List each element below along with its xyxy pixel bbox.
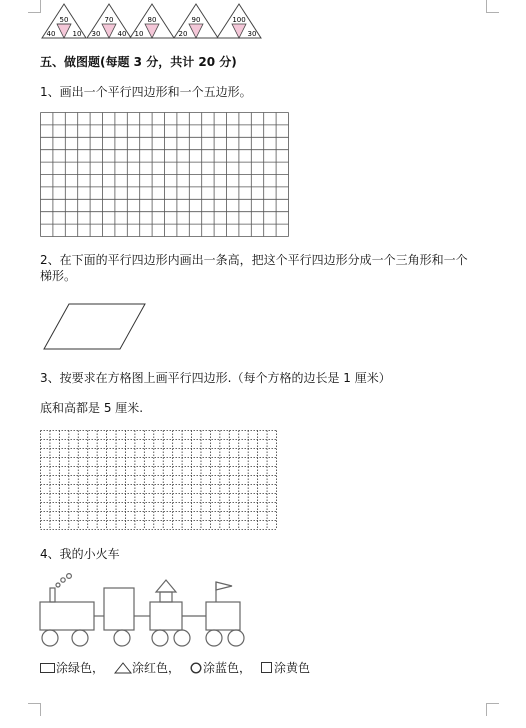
- triangle-right-number: 30: [247, 30, 257, 38]
- legend-label-red: 涂红色，: [132, 661, 181, 675]
- question-1-text: 1、画出一个平行四边形和一个五边形。: [40, 85, 252, 99]
- number-triangle-4: [174, 4, 218, 38]
- triangle-top-number: 70: [104, 16, 114, 24]
- wheel-circle: [152, 630, 168, 646]
- question-4-text: 4、我的小火车: [40, 547, 120, 561]
- question-2-text-line-2: 梯形。: [40, 269, 77, 283]
- drawing-grid-dotted[interactable]: [40, 430, 278, 530]
- triangle-right-number: 40: [117, 30, 127, 38]
- question-2-text-line-1: 2、在下面的平行四边形内画出一条高，把这个平行四边形分成一个三角形和一个: [40, 253, 468, 267]
- flag-triangle: [216, 582, 232, 590]
- number-triangle-5: [217, 4, 261, 38]
- engine-rectangle: [40, 602, 94, 630]
- number-triangles: [0, 0, 526, 40]
- wheel-circle: [174, 630, 190, 646]
- number-triangle-3: [130, 4, 174, 38]
- wheel-circle: [72, 630, 88, 646]
- number-triangle-2: [87, 4, 131, 38]
- triangle-left-number: 30: [91, 30, 101, 38]
- triangle-left-number: 40: [46, 30, 56, 38]
- legend-label-green: 涂绿色，: [56, 661, 105, 675]
- crop-mark-bottom-right: [486, 703, 499, 716]
- car-2-rectangle: [150, 602, 182, 630]
- rectangle-icon: [40, 662, 56, 674]
- chimney-rectangle: [50, 588, 55, 602]
- smoke-puff-circle: [61, 578, 65, 582]
- triangle-top-number: 80: [147, 16, 157, 24]
- square-icon: [261, 662, 274, 674]
- triangle-left-number: 20: [178, 30, 188, 38]
- number-triangle-1: [42, 4, 86, 38]
- triangle-top-number: 90: [191, 16, 201, 24]
- crop-mark-bottom-left: [28, 703, 41, 716]
- section-heading: 五、做图题(每题 3 分，共计 20 分): [40, 55, 237, 69]
- parallelogram-figure[interactable]: [44, 302, 154, 352]
- car-2-roof-triangle: [156, 580, 176, 592]
- smoke-puff-circle: [67, 574, 72, 579]
- wheel-circle: [228, 630, 244, 646]
- train-figure[interactable]: [36, 572, 246, 652]
- smoke-puff-circle: [56, 583, 60, 587]
- car-1-rectangle: [104, 588, 134, 630]
- wheel-circle: [42, 630, 58, 646]
- triangle-left-number: 10: [134, 30, 144, 38]
- triangle-top-number: 50: [59, 16, 69, 24]
- question-3-subtext: 底和高都是 5 厘米.: [40, 401, 144, 415]
- triangle-top-number: 100: [232, 16, 246, 24]
- legend-label-yellow: 涂黄色: [274, 661, 311, 675]
- drawing-grid-solid[interactable]: [40, 112, 290, 238]
- car-3-rectangle: [206, 602, 240, 630]
- circle-icon: [190, 662, 203, 674]
- legend-label-blue: 涂蓝色，: [203, 661, 252, 675]
- question-3-text: 3、按要求在方格图上画平行四边形.（每个方格的边长是 1 厘米）: [40, 371, 391, 385]
- color-legend: [40, 660, 310, 676]
- car-2-roof-square: [160, 592, 172, 602]
- triangle-icon: [114, 662, 132, 674]
- wheel-circle: [206, 630, 222, 646]
- wheel-circle: [114, 630, 130, 646]
- triangle-right-number: 10: [72, 30, 82, 38]
